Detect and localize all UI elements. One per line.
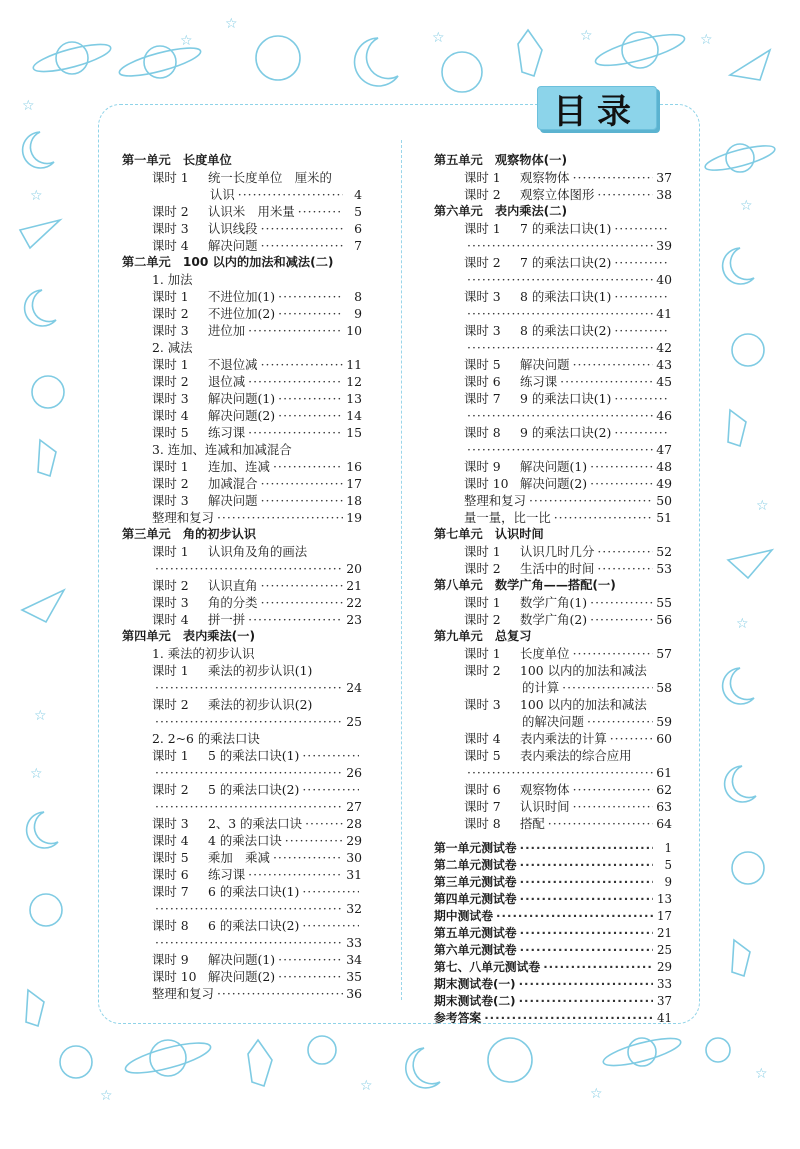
dot-leader	[261, 356, 343, 373]
toc-entry[interactable]: 课时 3 解决问题(1) ····· 13	[122, 390, 362, 407]
star-icon: ☆	[432, 30, 445, 46]
toc-entry[interactable]: 课时 2 生活中的时间 ····· 53	[434, 560, 672, 577]
unit-heading[interactable]: 第四单元 表内乘法(一)	[122, 629, 256, 643]
dot-leader	[520, 925, 653, 942]
planet-icon	[442, 52, 482, 92]
dot-leader	[261, 577, 343, 594]
dot-leader	[573, 356, 653, 373]
dot-leader	[273, 458, 343, 475]
dot-leader	[278, 390, 343, 407]
dot-leader	[573, 798, 653, 815]
star-icon: ☆	[740, 198, 753, 214]
toc-right-column	[434, 152, 672, 1027]
dot-leader	[467, 271, 653, 288]
dot-leader	[261, 492, 343, 509]
test-entry[interactable]: 第一单元测试卷 ····· 1	[434, 840, 672, 857]
toc-entry-cont[interactable]: ····· 20	[122, 560, 362, 577]
moon-icon	[406, 1048, 440, 1088]
unit-heading[interactable]: 第一单元 长度单位	[122, 153, 232, 167]
star-icon: ☆	[360, 1078, 373, 1094]
dot-leader	[519, 976, 653, 993]
toc-entry-cont[interactable]: ····· 41	[434, 305, 672, 322]
saturn-icon	[31, 39, 113, 77]
section-heading: 1. 加法	[152, 272, 193, 287]
test-entry[interactable]: 第五单元测试卷 ····· 21	[434, 925, 672, 942]
moon-icon	[27, 812, 58, 848]
toc-entry-cont[interactable]: ····· 39	[434, 237, 672, 254]
moon-icon	[725, 766, 756, 802]
toc-entry[interactable]: 课时 10 解决问题(2) ····· 49	[434, 475, 672, 492]
toc-entry[interactable]: 课时 7 认识时间 ····· 63	[434, 798, 672, 815]
toc-entry[interactable]: 课时 1 统一长度单位 厘米的	[152, 170, 332, 185]
comet-icon	[730, 50, 770, 80]
planet-icon	[30, 894, 62, 926]
dot-leader	[573, 645, 653, 662]
star-icon: ☆	[590, 1086, 603, 1102]
unit-heading[interactable]: 第五单元 观察物体(一)	[434, 153, 568, 167]
star-icon: ☆	[756, 498, 769, 514]
dot-leader	[520, 857, 653, 874]
toc-left-column	[122, 152, 362, 1002]
toc-entry[interactable]: 课时 1 7 的乘法口诀(1) ·····	[434, 220, 672, 237]
section-heading: 2. 减法	[152, 340, 193, 355]
toc-entry[interactable]: 课时 3 8 的乘法口诀(1) ·····	[434, 288, 672, 305]
toc-entry[interactable]: 课时 1 数学广角(1) ····· 55	[434, 594, 672, 611]
dot-leader	[610, 730, 653, 747]
toc-entry-cont[interactable]: ····· 40	[434, 271, 672, 288]
toc-entry[interactable]: 课时 1 乘法的初步认识(1)	[152, 663, 313, 678]
toc-entry[interactable]: 课时 1 长度单位 ····· 57	[434, 645, 672, 662]
moon-icon	[25, 290, 56, 326]
dot-leader	[614, 288, 669, 305]
star-icon: ☆	[580, 28, 593, 44]
toc-entry[interactable]: 课时 4 表内乘法的计算 ····· 60	[434, 730, 672, 747]
dot-leader	[562, 679, 653, 696]
toc-entry-cont[interactable]: ····· 32	[122, 900, 362, 917]
toc-entry[interactable]: 课时 9 解决问题(1) ····· 34	[122, 951, 362, 968]
section-heading: 2. 2~6 的乘法口诀	[152, 731, 260, 746]
toc-entry[interactable]: 课时 1 5 的乘法口诀(1) ·····	[122, 747, 362, 764]
toc-entry-cont[interactable]: ····· 61	[434, 764, 672, 781]
dot-leader	[560, 373, 653, 390]
toc-entry-cont[interactable]: 的计算 ····· 58	[434, 679, 672, 696]
dot-leader	[529, 492, 653, 509]
dot-leader	[155, 934, 343, 951]
dot-leader	[302, 883, 359, 900]
toc-entry[interactable]: 课时 3 2、3 的乘法口诀 ····· 28	[122, 815, 362, 832]
toc-entry[interactable]: 课时 3 进位加 ····· 10	[122, 322, 362, 339]
test-entry[interactable]: 第六单元测试卷 ····· 25	[434, 942, 672, 959]
toc-entry[interactable]: 课时 6 练习课 ····· 31	[122, 866, 362, 883]
dot-leader	[590, 475, 653, 492]
toc-entry[interactable]: 课时 2 认识米 用米量 ····· 5	[122, 203, 362, 220]
dot-leader	[155, 560, 343, 577]
dot-leader	[261, 594, 343, 611]
toc-entry[interactable]: 课时 2 数学广角(2) ····· 56	[434, 611, 672, 628]
toc-entry[interactable]: 课时 4 4 的乘法口诀 ····· 29	[122, 832, 362, 849]
toc-entry[interactable]: 课时 7 6 的乘法口诀(1) ·····	[122, 883, 362, 900]
test-entry[interactable]: 期末测试卷(二) ····· 37	[434, 993, 672, 1010]
toc-entry-cont[interactable]: ····· 33	[122, 934, 362, 951]
toc-entry-cont[interactable]: 认识 ····· 4	[122, 186, 362, 203]
dot-leader	[285, 832, 343, 849]
column-divider	[401, 140, 402, 1000]
toc-entry[interactable]: 课时 3 角的分类 ····· 22	[122, 594, 362, 611]
dot-leader	[155, 764, 343, 781]
star-icon: ☆	[22, 98, 35, 114]
dot-leader	[467, 339, 653, 356]
moon-icon	[23, 132, 54, 168]
dot-leader	[496, 908, 653, 925]
comet-icon	[728, 550, 772, 578]
dot-leader	[587, 713, 653, 730]
toc-entry[interactable]: 课时 2 100 以内的加法和减法	[464, 663, 647, 678]
saturn-icon	[593, 28, 687, 71]
toc-entry[interactable]: 课时 5 表内乘法的综合应用	[464, 748, 632, 763]
section-heading: 3. 连加、连减和加减混合	[152, 442, 292, 457]
dot-leader	[573, 169, 653, 186]
star-icon: ☆	[30, 188, 43, 204]
planet-icon	[732, 334, 764, 366]
toc-entry[interactable]: 课时 5 练习课 ····· 15	[122, 424, 362, 441]
moon-icon	[723, 668, 754, 704]
toc-entry[interactable]: 课时 3 认识线段 ····· 6	[122, 220, 362, 237]
saturn-icon	[123, 1037, 213, 1079]
page-title: 目录	[537, 86, 657, 130]
section-heading: 1. 乘法的初步认识	[152, 646, 255, 661]
toc-entry[interactable]: 课时 1 观察物体 ····· 37	[434, 169, 672, 186]
dot-leader	[302, 781, 359, 798]
dot-leader	[155, 798, 343, 815]
dot-leader	[248, 424, 343, 441]
dot-leader	[554, 509, 653, 526]
rocket-icon	[248, 1040, 272, 1086]
toc-entry[interactable]: 课时 5 解决问题 ····· 43	[434, 356, 672, 373]
dot-leader	[467, 305, 653, 322]
test-entry[interactable]: 期中测试卷 ····· 17	[434, 908, 672, 925]
dot-leader	[597, 186, 653, 203]
star-icon: ☆	[225, 16, 238, 32]
star-icon: ☆	[30, 766, 43, 782]
unit-heading[interactable]: 第三单元 角的初步认识	[122, 527, 257, 541]
toc-entry[interactable]: 课时 4 拼一拼 ····· 23	[122, 611, 362, 628]
dot-leader	[273, 849, 343, 866]
rocket-icon	[26, 990, 44, 1026]
toc-entry[interactable]: 课时 1 连加、连减 ····· 16	[122, 458, 362, 475]
toc-entry[interactable]: 课时 1 不进位加(1) ····· 8	[122, 288, 362, 305]
toc-entry-cont[interactable]: ····· 47	[434, 441, 672, 458]
toc-entry[interactable]: 课时 3 解决问题 ····· 18	[122, 492, 362, 509]
dot-leader	[248, 866, 343, 883]
test-entry[interactable]: 第七、八单元测试卷 ····· 29	[434, 959, 672, 976]
dot-leader	[217, 985, 343, 1002]
toc-entry[interactable]: 课时 2 退位减 ····· 12	[122, 373, 362, 390]
comet-icon	[22, 590, 64, 622]
dot-leader	[248, 322, 343, 339]
dot-leader	[590, 458, 653, 475]
dot-leader	[597, 543, 653, 560]
toc-entry[interactable]: 课时 9 解决问题(1) ····· 48	[434, 458, 672, 475]
dot-leader	[248, 373, 343, 390]
toc-entry[interactable]: 课时 1 不退位减 ····· 11	[122, 356, 362, 373]
unit-heading[interactable]: 第七单元 认识时间	[434, 527, 544, 541]
dot-leader	[238, 186, 343, 203]
dot-leader	[155, 679, 343, 696]
dot-leader	[573, 781, 653, 798]
test-entry[interactable]: 第二单元测试卷 ····· 5	[434, 857, 672, 874]
toc-entry[interactable]: 课时 2 认识直角 ····· 21	[122, 577, 362, 594]
toc-entry-cont[interactable]: ····· 42	[434, 339, 672, 356]
toc-entry-cont[interactable]: ····· 27	[122, 798, 362, 815]
star-icon: ☆	[100, 1088, 113, 1104]
dot-leader	[467, 237, 653, 254]
dot-leader	[519, 993, 653, 1010]
rocket-icon	[38, 440, 56, 476]
planet-icon	[308, 1036, 336, 1064]
moon-icon	[355, 38, 398, 86]
toc-entry[interactable]: 课时 8 9 的乘法口诀(2) ·····	[434, 424, 672, 441]
dot-leader	[278, 951, 343, 968]
toc-entry[interactable]: 课时 10 解决问题(2) ····· 35	[122, 968, 362, 985]
dot-leader	[298, 203, 343, 220]
dot-leader	[278, 968, 343, 985]
dot-leader	[278, 305, 343, 322]
toc-entry[interactable]: 课时 1 认识角及角的画法	[152, 544, 308, 559]
toc-entry[interactable]: 课时 4 解决问题 ····· 7	[122, 237, 362, 254]
dot-leader	[261, 220, 343, 237]
comet-icon	[20, 220, 60, 248]
toc-entry[interactable]: 课时 8 搭配 ····· 64	[434, 815, 672, 832]
dot-leader	[155, 900, 343, 917]
dot-leader	[614, 322, 669, 339]
dot-leader	[520, 874, 653, 891]
dot-leader	[614, 254, 669, 271]
dot-leader	[217, 509, 343, 526]
dot-leader	[520, 942, 653, 959]
toc-entry[interactable]: 课时 1 认识几时几分 ····· 52	[434, 543, 672, 560]
dot-leader	[261, 475, 343, 492]
star-icon: ☆	[180, 33, 193, 49]
rocket-icon	[732, 940, 750, 976]
toc-entry[interactable]: 课时 2 不进位加(2) ····· 9	[122, 305, 362, 322]
dot-leader	[305, 815, 343, 832]
toc-entry[interactable]: 整理和复习 ····· 50	[434, 492, 672, 509]
test-list	[434, 840, 672, 1027]
dot-leader	[614, 424, 669, 441]
toc-entry[interactable]: 课时 2 乘法的初步认识(2)	[152, 697, 313, 712]
unit-heading[interactable]: 第二单元 100 以内的加法和减法(二)	[122, 255, 334, 269]
test-entry[interactable]: 第三单元测试卷 ····· 9	[434, 874, 672, 891]
planet-icon	[60, 1046, 92, 1078]
dot-leader	[467, 407, 653, 424]
planet-icon	[732, 852, 764, 884]
dot-leader	[278, 407, 343, 424]
toc-entry[interactable]: 课时 6 练习课 ····· 45	[434, 373, 672, 390]
dot-leader	[590, 611, 653, 628]
toc-entry-cont[interactable]: ····· 46	[434, 407, 672, 424]
toc-entry[interactable]: 课时 6 观察物体 ····· 62	[434, 781, 672, 798]
unit-heading[interactable]: 第九单元 总复习	[434, 629, 532, 643]
dot-leader	[520, 840, 653, 857]
toc-entry-cont[interactable]: 的解决问题 ····· 59	[434, 713, 672, 730]
dot-leader	[261, 237, 343, 254]
saturn-icon	[703, 141, 777, 175]
dot-leader	[597, 560, 653, 577]
toc-entry-cont[interactable]: ····· 25	[122, 713, 362, 730]
toc-entry[interactable]: 课时 5 乘加 乘减 ····· 30	[122, 849, 362, 866]
star-icon: ☆	[700, 32, 713, 48]
planet-icon	[488, 1038, 532, 1082]
dot-leader	[590, 594, 653, 611]
dot-leader	[302, 917, 359, 934]
toc-entry[interactable]: 课时 2 5 的乘法口诀(2) ·····	[122, 781, 362, 798]
toc-entry[interactable]: 课时 4 解决问题(2) ····· 14	[122, 407, 362, 424]
unit-heading[interactable]: 第六单元 表内乘法(二)	[434, 204, 568, 218]
toc-entry[interactable]: 课时 8 6 的乘法口诀(2) ·····	[122, 917, 362, 934]
toc-entry-cont[interactable]: ····· 26	[122, 764, 362, 781]
toc-entry[interactable]: 量一量，比一比 ····· 51	[434, 509, 672, 526]
dot-leader	[548, 815, 653, 832]
saturn-icon	[601, 1033, 683, 1071]
test-entry[interactable]: 期末测试卷(一) ····· 33	[434, 976, 672, 993]
dot-leader	[467, 764, 653, 781]
rocket-icon	[518, 30, 542, 76]
toc-entry[interactable]: 整理和复习 ····· 36	[122, 985, 362, 1002]
dot-leader	[248, 611, 343, 628]
star-icon: ☆	[736, 616, 749, 632]
moon-icon	[723, 248, 754, 284]
dot-leader	[614, 390, 669, 407]
toc-entry[interactable]: 课时 3 8 的乘法口诀(2) ·····	[434, 322, 672, 339]
toc-entry[interactable]: 课时 3 100 以内的加法和减法	[464, 697, 647, 712]
toc-entry[interactable]: 课时 2 7 的乘法口诀(2) ·····	[434, 254, 672, 271]
rocket-icon	[728, 410, 746, 446]
dot-leader	[155, 713, 343, 730]
dot-leader	[484, 1010, 653, 1027]
planet-icon	[706, 1038, 730, 1062]
test-entry[interactable]: 第四单元测试卷 ····· 13	[434, 891, 672, 908]
dot-leader	[278, 288, 343, 305]
planet-icon	[256, 36, 300, 80]
planet-icon	[32, 376, 64, 408]
toc-entry[interactable]: 整理和复习 ····· 19	[122, 509, 362, 526]
unit-heading[interactable]: 第八单元 数学广角——搭配(一)	[434, 578, 616, 592]
dot-leader	[614, 220, 669, 237]
dot-leader	[520, 891, 653, 908]
toc-entry[interactable]: 课时 7 9 的乘法口诀(1) ·····	[434, 390, 672, 407]
toc-entry-cont[interactable]: ····· 24	[122, 679, 362, 696]
toc-entry[interactable]: 课时 2 加减混合 ····· 17	[122, 475, 362, 492]
dot-leader	[467, 441, 653, 458]
star-icon: ☆	[34, 708, 47, 724]
star-icon: ☆	[755, 1066, 768, 1082]
test-entry[interactable]: 参考答案 ····· 41	[434, 1010, 672, 1027]
dot-leader	[302, 747, 359, 764]
toc-entry[interactable]: 课时 2 观察立体图形 ····· 38	[434, 186, 672, 203]
dot-leader	[543, 959, 653, 976]
